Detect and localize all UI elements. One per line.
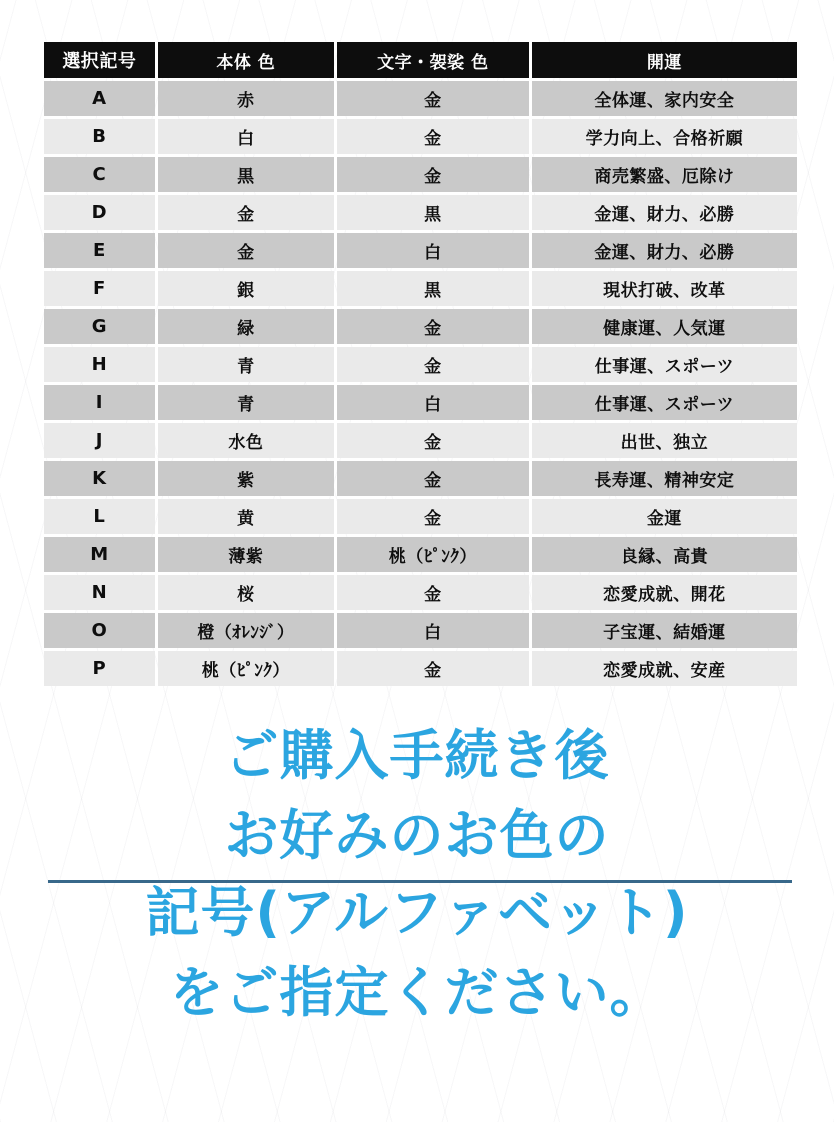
cell-luck: 学力向上、合格祈願 xyxy=(532,119,797,154)
cell-code: B xyxy=(44,119,155,154)
cell-body_color: 赤 xyxy=(158,81,334,116)
cell-body_color: 橙（ｵﾚﾝｼﾞ） xyxy=(158,613,334,648)
cell-body_color: 薄紫 xyxy=(158,537,334,572)
cell-body_color: 桃（ﾋﾟﾝｸ） xyxy=(158,651,334,686)
cell-body_color: 金 xyxy=(158,195,334,230)
cell-text_color: 白 xyxy=(337,613,529,648)
table-row xyxy=(44,309,797,344)
cell-code: E xyxy=(44,233,155,268)
cell-code: F xyxy=(44,271,155,306)
cell-luck: 健康運、人気運 xyxy=(532,309,797,344)
purchase-notice xyxy=(0,716,834,1033)
cell-luck: 金運、財力、必勝 xyxy=(532,233,797,268)
cell-text_color: 金 xyxy=(337,347,529,382)
notice-line-4: をご指定ください。 xyxy=(169,961,665,1024)
table-row xyxy=(44,271,797,306)
table-row xyxy=(44,347,797,382)
notice-line-2: お好みのお色の xyxy=(224,804,610,867)
table-row xyxy=(44,385,797,420)
cell-text_color: 黒 xyxy=(337,195,529,230)
table-row xyxy=(44,195,797,230)
cell-code: D xyxy=(44,195,155,230)
cell-code: J xyxy=(44,423,155,458)
table-row xyxy=(44,423,797,458)
cell-body_color: 白 xyxy=(158,119,334,154)
table-row xyxy=(44,651,797,686)
cell-body_color: 銀 xyxy=(158,271,334,306)
table-row xyxy=(44,461,797,496)
table-row xyxy=(44,613,797,648)
cell-text_color: 金 xyxy=(337,309,529,344)
notice-line-3: 記号(アルファベット) xyxy=(145,881,689,944)
cell-luck: 金運、財力、必勝 xyxy=(532,195,797,230)
table-row xyxy=(44,119,797,154)
cell-body_color: 青 xyxy=(158,385,334,420)
cell-luck: 良縁、高貴 xyxy=(532,537,797,572)
cell-luck: 出世、独立 xyxy=(532,423,797,458)
cell-text_color: 金 xyxy=(337,651,529,686)
cell-luck: 子宝運、結婚運 xyxy=(532,613,797,648)
table-row xyxy=(44,537,797,572)
cell-code: L xyxy=(44,499,155,534)
cell-body_color: 紫 xyxy=(158,461,334,496)
table-row xyxy=(44,81,797,116)
cell-code: K xyxy=(44,461,155,496)
cell-body_color: 黄 xyxy=(158,499,334,534)
cell-luck: 仕事運、スポーツ xyxy=(532,385,797,420)
cell-code: O xyxy=(44,613,155,648)
cell-code: M xyxy=(44,537,155,572)
table-row xyxy=(44,157,797,192)
header-body-color: 本体 色 xyxy=(158,42,334,78)
table-row xyxy=(44,575,797,610)
header-luck: 開運 xyxy=(532,42,797,78)
cell-code: C xyxy=(44,157,155,192)
table-body xyxy=(44,81,797,686)
cell-luck: 全体運、家内安全 xyxy=(532,81,797,116)
cell-code: P xyxy=(44,651,155,686)
cell-body_color: 金 xyxy=(158,233,334,268)
cell-text_color: 桃（ﾋﾟﾝｸ） xyxy=(337,537,529,572)
header-text-kesa-color: 文字・袈裟 色 xyxy=(337,42,529,78)
cell-text_color: 金 xyxy=(337,423,529,458)
cell-code: N xyxy=(44,575,155,610)
cell-text_color: 白 xyxy=(337,385,529,420)
cell-luck: 恋愛成就、開花 xyxy=(532,575,797,610)
cell-code: H xyxy=(44,347,155,382)
cell-text_color: 金 xyxy=(337,119,529,154)
cell-luck: 仕事運、スポーツ xyxy=(532,347,797,382)
cell-code: G xyxy=(44,309,155,344)
cell-luck: 恋愛成就、安産 xyxy=(532,651,797,686)
header-selection-code: 選択記号 xyxy=(44,42,155,78)
cell-body_color: 桜 xyxy=(158,575,334,610)
cell-text_color: 金 xyxy=(337,575,529,610)
table-row xyxy=(44,233,797,268)
cell-body_color: 黒 xyxy=(158,157,334,192)
cell-code: A xyxy=(44,81,155,116)
cell-text_color: 金 xyxy=(337,81,529,116)
cell-text_color: 金 xyxy=(337,157,529,192)
cell-body_color: 水色 xyxy=(158,423,334,458)
cell-text_color: 黒 xyxy=(337,271,529,306)
cell-text_color: 金 xyxy=(337,499,529,534)
cell-luck: 商売繁盛、厄除け xyxy=(532,157,797,192)
cell-text_color: 金 xyxy=(337,461,529,496)
cell-body_color: 青 xyxy=(158,347,334,382)
cell-body_color: 緑 xyxy=(158,309,334,344)
cell-luck: 長寿運、精神安定 xyxy=(532,461,797,496)
cell-code: I xyxy=(44,385,155,420)
color-selection-table xyxy=(44,42,797,686)
table-row xyxy=(44,499,797,534)
cell-luck: 金運 xyxy=(532,499,797,534)
cell-luck: 現状打破、改革 xyxy=(532,271,797,306)
notice-line-1: ご購入手続き後 xyxy=(224,724,610,787)
table-header-row xyxy=(44,42,797,78)
cell-text_color: 白 xyxy=(337,233,529,268)
